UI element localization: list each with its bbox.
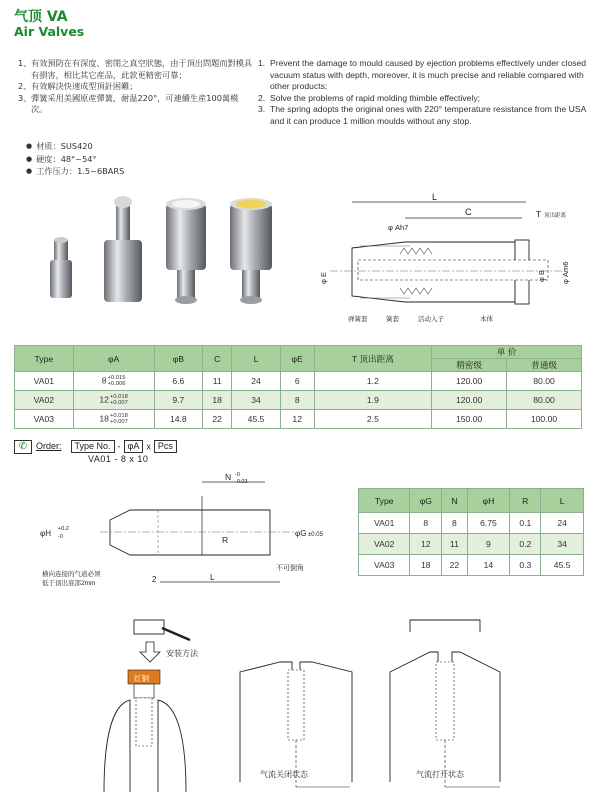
dim-Am: φ Am6 [561,261,570,284]
svg-text:±0.05: ±0.05 [308,532,323,538]
spec-list [26,140,124,178]
dim-T: T [536,209,542,219]
section-diagram [300,190,585,330]
svg-text:低于顶出底部2mm: 低于顶出底部2mm [42,580,96,587]
col-header: L [232,346,281,372]
list-item: 3、 彈簧采用美國原産彈簧，耐温220°，可連續生産100萬模次。 [18,92,239,115]
intro-en-list [258,58,588,128]
col-header: L [541,489,584,513]
col-subheader: 精密级 [432,359,507,372]
svg-text:气流关闭状态: 气流关闭状态 [260,770,308,779]
svg-text:红铜: 红铜 [134,674,149,683]
phone-icon: ✆ [14,440,32,454]
order-format: ✆ Order: Type No. - φA x Pcs [14,440,180,454]
hole-diagram [40,470,350,590]
spec-item: ● 硬度 ： 48°~54° [26,153,97,164]
col-header: φA [73,346,154,372]
svg-text:横向连接的气道必须: 横向连接的气道必须 [42,571,101,578]
table-row: VA03 18 +0.018 +0.007 14.8 22 45.5 12 2.5 150.00 100.00 [15,410,582,429]
label-spring: 簧套 [386,316,399,323]
list-item: 2. Solve the problems of rapid molding thimble effectively; [258,92,481,103]
table-row: VA01 8 8 6.75 0.1 24 [359,513,584,534]
svg-text:安装方法: 安装方法 [166,649,198,658]
svg-text:气流打开状态: 气流打开状态 [416,770,464,779]
dim-B: φ B [537,270,546,282]
dim-T-label: 顶出距离 [544,213,567,219]
dim-C: C [465,207,472,217]
svg-text:L: L [210,572,215,582]
spec-table [14,345,582,429]
dim-E: φ E [319,272,328,284]
arrow-down-icon [140,642,160,662]
svg-text:-0.03: -0.03 [235,479,248,485]
col-header: φE [280,346,314,372]
svg-text:N: N [225,472,232,482]
hammer-icon [134,620,164,634]
svg-text:-0: -0 [58,534,63,540]
svg-text:+0.2: +0.2 [58,526,69,532]
svg-text:φG: φG [295,529,307,538]
page-title-en: Air Valves [14,24,85,39]
svg-text:R: R [222,535,229,545]
col-header: T 顶出距离 [314,346,432,372]
col-header: φG [410,489,442,513]
svg-text:φH: φH [40,529,51,538]
product-photo [40,190,290,320]
page-title-cn: 气顶 VA [14,9,68,25]
label-body: 本体 [480,316,493,323]
spec-item: ● 工作压力 ： 1.5~6BARS [26,166,125,176]
col-header: 单 价 [432,346,582,359]
col-header: φH [467,489,510,513]
table-row: VA02 12 +0.018 +0.007 9.7 18 34 8 1.9 120.00 80.00 [15,391,582,410]
list-item: 1、 有效預防在有深度、密閉之真空狀態，由于頂出問題而對模具有損害，相比其它産品，此款更精密可靠； [18,58,253,80]
list-item: 3. The spring adopts the original ones with 220° temperature resistance from the USA and it can produce 1 million moulds without any stop. [258,104,586,126]
intro-cn-list [18,58,254,116]
list-item: 2、 有效解決快速成型頂針困難； [18,81,138,92]
svg-text:不可倒角: 不可倒角 [276,565,304,572]
dim-A: φ Ah7 [388,223,409,232]
col-header: C [203,346,232,372]
svg-text:2: 2 [152,575,157,584]
install-diagram [90,612,585,797]
svg-text:-0: -0 [235,472,240,478]
label-spring-sleeve: 弹簧套 [348,316,368,323]
spec-item: ● 材质 ： SUS420 [26,141,93,151]
col-header: Type [15,346,74,372]
col-header: R [510,489,541,513]
table-row: VA01 8 +0.015 +0.006 6.6 11 24 6 1.2 120.00 80.00 [15,372,582,391]
hole-table [358,488,584,576]
order-example: VA01 - 8 x 10 [88,454,149,464]
table-row: VA03 18 22 14 0.3 45.5 [359,555,584,576]
col-subheader: 普通级 [507,359,582,372]
label-insert: 活动入子 [418,316,444,323]
col-header: Type [359,489,410,513]
table-row: VA02 12 11 9 0.2 34 [359,534,584,555]
dim-L: L [432,192,438,202]
col-header: N [442,489,467,513]
col-header: φB [154,346,203,372]
list-item: 1. Prevent the damage to mould caused by ejection problems effectively under closed vacuum status with depth, moreover, it is much precise and reliable compared with other products; [258,58,587,92]
